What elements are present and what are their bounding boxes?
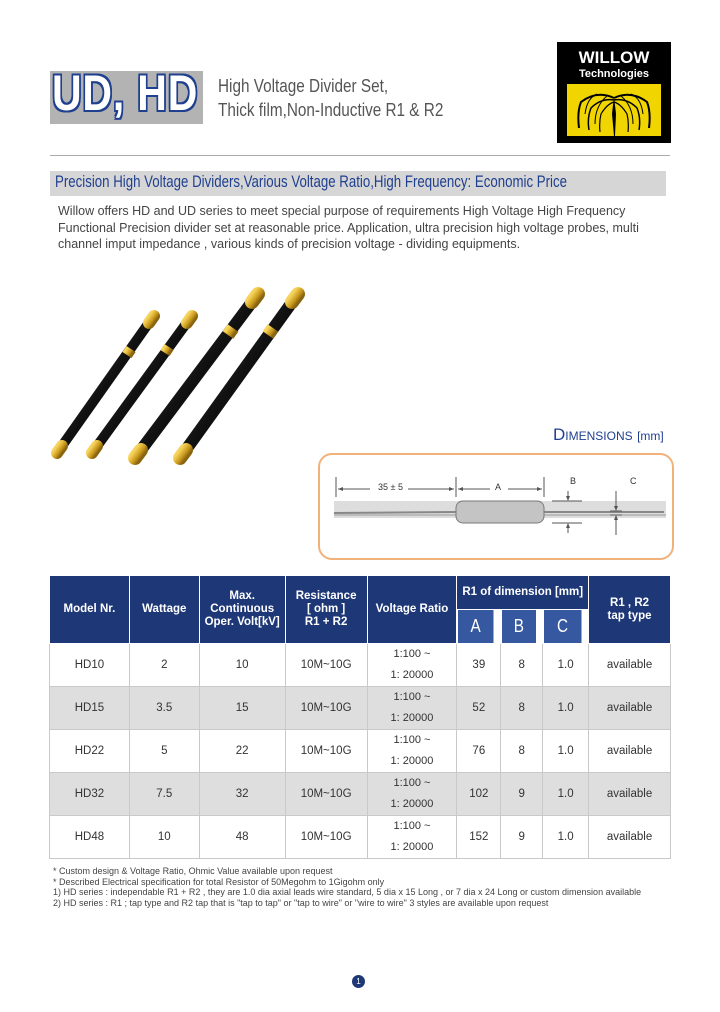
footnotes: [53, 866, 641, 908]
cell-b: 9: [501, 816, 543, 859]
cell-b: 8: [501, 644, 543, 687]
subtitle-line1: High Voltage Divider Set,: [218, 76, 389, 96]
col-header-tap-type: [589, 576, 671, 644]
dimensions-title-rest: IMENSIONS: [565, 429, 633, 443]
cell-wattage: 10: [129, 816, 199, 859]
table-row: [50, 687, 671, 730]
ratio-line2: 1: 20000: [390, 841, 434, 853]
table-row: [50, 644, 671, 687]
lead-length-label: 35 ± 5: [378, 482, 403, 492]
max-volt-line1: Max.: [229, 590, 255, 602]
cell-c: 1.0: [543, 730, 589, 773]
header-divider: [50, 155, 670, 156]
cell-c: 1.0: [543, 773, 589, 816]
model-title: UD, HD: [52, 65, 199, 121]
cell-b: 8: [501, 730, 543, 773]
dimension-drawing-box: [318, 453, 674, 560]
logo-tagline: Technologies: [578, 68, 650, 80]
ratio-line1: 1:100 ~: [393, 648, 431, 660]
tagline: Precision High Voltage Dividers,Various Voltage Ratio,High Frequency: Economic Price: [55, 172, 567, 191]
footnote: 1) HD series : independable R1 + R2 , they are 1.0 dia axial leads wire standard, 5 dia x 15 Long , or 7 dia x 24 Long or custom dimension available: [53, 887, 642, 897]
dimensions-title-initial: D: [553, 425, 566, 444]
col-header-dim-b: B: [501, 610, 537, 644]
cell-resistance: 10M~10G: [285, 644, 367, 687]
cell-resistance: 10M~10G: [285, 687, 367, 730]
ratio-line1: 1:100 ~: [393, 734, 431, 746]
cell-model: HD15: [50, 687, 130, 730]
footnote: * Custom design & Voltage Ratio, Ohmic Value available upon request: [53, 866, 333, 876]
cell-c: 1.0: [543, 644, 589, 687]
footnote: * Described Electrical specification for total Resistor of 50Megohm to 1Gigohm only: [53, 876, 385, 887]
dimension-b-label: B: [570, 476, 577, 486]
ratio-line2: 1: 20000: [390, 669, 434, 681]
col-header-resistance: [285, 576, 367, 644]
cell-volt: 48: [199, 816, 285, 859]
cell-resistance: 10M~10G: [285, 816, 367, 859]
cell-tap: available: [589, 816, 671, 859]
cell-b: 8: [501, 687, 543, 730]
cell-voltage-ratio: [367, 687, 457, 730]
left-lead-wire: [334, 512, 456, 513]
willow-tree-icon: [567, 84, 661, 136]
ratio-line1: 1:100 ~: [393, 691, 431, 703]
spec-table: [49, 575, 671, 859]
col-header-dim-a: A: [457, 610, 494, 644]
resistance-line3: R1 + R2: [304, 616, 348, 628]
resistor-product-image: [45, 280, 315, 470]
cell-a: 102: [457, 773, 501, 816]
willow-logo: [557, 42, 671, 143]
ratio-line1: 1:100 ~: [393, 777, 431, 789]
col-header-model: Model Nr.: [50, 576, 130, 644]
max-volt-line2: Continuous: [210, 603, 275, 615]
cell-wattage: 5: [129, 730, 199, 773]
cell-a: 52: [457, 687, 501, 730]
col-header-max-volt: [199, 576, 285, 644]
cell-wattage: 2: [129, 644, 199, 687]
cell-model: HD10: [50, 644, 130, 687]
col-header-wattage: Wattage: [129, 576, 199, 644]
cell-volt: 32: [199, 773, 285, 816]
subtitle-line2: Thick film,Non-Inductive R1 & R2: [218, 100, 444, 120]
dimension-a-label: A: [495, 482, 502, 492]
table-row: [50, 730, 671, 773]
resistance-line1: Resistance: [295, 590, 357, 602]
col-header-dimension: R1 of dimension [mm]: [457, 576, 589, 610]
cell-model: HD48: [50, 816, 130, 859]
cell-tap: available: [589, 644, 671, 687]
footnote: 2) HD series : R1 ; tap type and R2 tap that is "tap to tap" or "tap to wire" or "wire to wire" 3 styles are available upon request: [53, 897, 549, 908]
cell-model: HD22: [50, 730, 130, 773]
dimension-c-label: C: [630, 476, 637, 486]
cell-c: 1.0: [543, 687, 589, 730]
cell-volt: 15: [199, 687, 285, 730]
logo-wordmark: WILLOW: [578, 48, 650, 67]
ratio-line1: 1:100 ~: [393, 820, 431, 832]
cell-voltage-ratio: [367, 644, 457, 687]
tap-type-line1: R1 , R2: [610, 596, 650, 609]
ratio-line2: 1: 20000: [390, 712, 434, 724]
page-number: 1: [352, 975, 365, 988]
col-header-voltage-ratio: Voltage Ratio: [367, 576, 457, 644]
table-row: [50, 773, 671, 816]
dimension-drawing: [320, 455, 672, 558]
cell-wattage: 7.5: [129, 773, 199, 816]
cell-resistance: 10M~10G: [285, 730, 367, 773]
cell-voltage-ratio: [367, 730, 457, 773]
resistance-line2: [ ohm ]: [306, 603, 346, 615]
cell-voltage-ratio: [367, 773, 457, 816]
ratio-line2: 1: 20000: [390, 798, 434, 810]
cell-a: 39: [457, 644, 501, 687]
spec-table-body: [50, 644, 671, 859]
tap-type-line2: tap type: [607, 609, 652, 622]
dimensions-title: [553, 425, 664, 445]
cell-a: 76: [457, 730, 501, 773]
dimensions-unit: [mm]: [637, 429, 664, 443]
cell-voltage-ratio: [367, 816, 457, 859]
cell-a: 152: [457, 816, 501, 859]
intro-paragraph: Willow offers HD and UD series to meet special purpose of requirements High Voltage High Frequency Functional Precision divider set at reasonable price. Application, ultra precision high voltage probes, multi channel imput impedance , various kinds of precision voltage - dividing equipments.: [58, 204, 639, 251]
cell-tap: available: [589, 687, 671, 730]
col-header-dim-c: C: [543, 610, 582, 644]
max-volt-line3: Oper. Volt[kV]: [204, 616, 280, 628]
ratio-line2: 1: 20000: [390, 755, 434, 767]
cell-volt: 10: [199, 644, 285, 687]
cell-tap: available: [589, 730, 671, 773]
table-row: [50, 816, 671, 859]
cell-wattage: 3.5: [129, 687, 199, 730]
cell-volt: 22: [199, 730, 285, 773]
resistor-body: [456, 501, 544, 523]
cell-tap: available: [589, 773, 671, 816]
cell-b: 9: [501, 773, 543, 816]
cell-model: HD32: [50, 773, 130, 816]
cell-resistance: 10M~10G: [285, 773, 367, 816]
cell-c: 1.0: [543, 816, 589, 859]
